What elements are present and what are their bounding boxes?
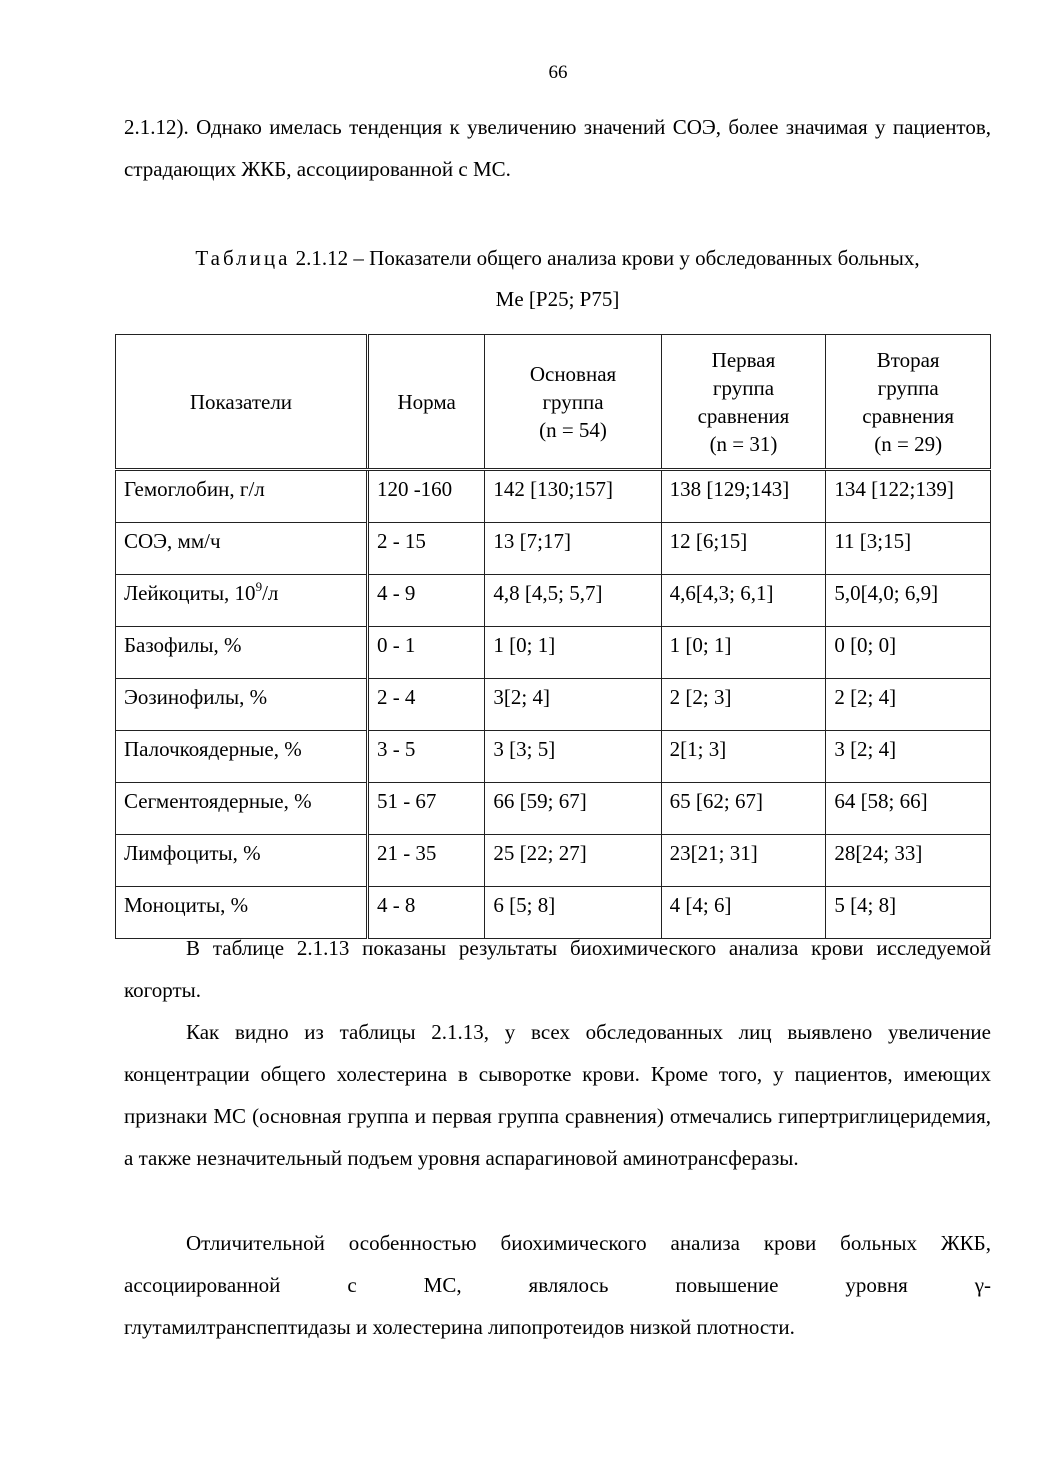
cell-first: 23[21; 31] bbox=[661, 835, 826, 887]
cell-norma: 3 - 5 bbox=[367, 731, 484, 783]
cell-norma: 4 - 9 bbox=[367, 575, 484, 627]
header-second-line2: группа bbox=[877, 375, 939, 400]
indicator-suffix: /л bbox=[262, 581, 279, 605]
header-main-group bbox=[485, 335, 661, 470]
cell-main: 3 [3; 5] bbox=[485, 731, 661, 783]
cell-first: 2 [2; 3] bbox=[661, 679, 826, 731]
table-row bbox=[116, 470, 991, 523]
paragraph-distinctive-feature bbox=[124, 1222, 991, 1348]
cell-indicator: Лимфоциты, % bbox=[116, 835, 368, 887]
table-row bbox=[116, 731, 991, 783]
cell-norma: 2 - 15 bbox=[367, 523, 484, 575]
header-second-line1: Вторая bbox=[876, 347, 940, 372]
cell-first: 4 [4; 6] bbox=[661, 887, 826, 939]
cell-second: 0 [0; 0] bbox=[826, 627, 991, 679]
table-header-row bbox=[116, 335, 991, 470]
header-first-line1: Первая bbox=[711, 347, 776, 372]
header-norma: Норма bbox=[367, 335, 484, 470]
cell-main: 13 [7;17] bbox=[485, 523, 661, 575]
caption-text: 2.1.12 – Показатели общего анализа крови у обследованных больных, bbox=[290, 246, 920, 270]
cell-indicator: Моноциты, % bbox=[116, 887, 368, 939]
cell-first: 65 [62; 67] bbox=[661, 783, 826, 835]
header-indicator: Показатели bbox=[116, 335, 368, 470]
cell-first: 138 [129;143] bbox=[661, 470, 826, 523]
table-row bbox=[116, 627, 991, 679]
paragraph-cholesterol: Как видно из таблицы 2.1.13, у всех обследованных лиц выявлено увеличение концентрации общего холестерина в сыворотке крови. Кроме того, у пациентов, имеющих признаки МС (основная группа и первая группа сравнения) отмечались гипертриглицеридемия, а также незначительный подъем уровня аспарагиновой аминотрансферазы. bbox=[124, 1020, 991, 1170]
caption-line2: Me [P25; P75] bbox=[495, 287, 620, 311]
cell-indicator: Палочкоядерные, % bbox=[116, 731, 368, 783]
cell-indicator: СОЭ, мм/ч bbox=[116, 523, 368, 575]
header-main-line3: (n = 54) bbox=[539, 417, 607, 442]
cell-norma: 0 - 1 bbox=[367, 627, 484, 679]
cell-indicator: Сегментоядерные, % bbox=[116, 783, 368, 835]
cell-main: 66 [59; 67] bbox=[485, 783, 661, 835]
cell-second: 2 [2; 4] bbox=[826, 679, 991, 731]
blood-test-table bbox=[115, 334, 991, 939]
header-second-line3: сравнения bbox=[862, 403, 955, 428]
cell-first: 2[1; 3] bbox=[661, 731, 826, 783]
cell-norma: 4 - 8 bbox=[367, 887, 484, 939]
caption-label: Таблица bbox=[195, 246, 291, 270]
cell-main: 4,8 [4,5; 5,7] bbox=[485, 575, 661, 627]
paragraph-distinctive-line2: глутамилтранспептидазы и холестерина липопротеидов низкой плотности. bbox=[124, 1315, 795, 1339]
cell-indicator bbox=[116, 575, 368, 627]
cell-main: 6 [5; 8] bbox=[485, 887, 661, 939]
header-first-line2: группа bbox=[712, 375, 775, 400]
indicator-prefix: Лейкоциты, 10 bbox=[124, 581, 256, 605]
cell-norma: 120 -160 bbox=[367, 470, 484, 523]
cell-second: 5,0[4,0; 6,9] bbox=[826, 575, 991, 627]
header-first-group bbox=[661, 335, 826, 470]
header-second-group bbox=[826, 335, 991, 470]
cell-main: 25 [22; 27] bbox=[485, 835, 661, 887]
cell-second: 3 [2; 4] bbox=[826, 731, 991, 783]
cell-main: 3[2; 4] bbox=[485, 679, 661, 731]
cell-norma: 21 - 35 bbox=[367, 835, 484, 887]
table-row bbox=[116, 575, 991, 627]
table-row bbox=[116, 523, 991, 575]
cell-indicator: Эозинофилы, % bbox=[116, 679, 368, 731]
paragraph-biochem-intro: В таблице 2.1.13 показаны результаты биохимического анализа крови исследуемой когорты. bbox=[124, 936, 991, 1002]
header-main-line2: группа bbox=[542, 389, 604, 414]
page-number: 66 bbox=[548, 62, 568, 83]
cell-second: 11 [3;15] bbox=[826, 523, 991, 575]
cell-first: 4,6[4,3; 6,1] bbox=[661, 575, 826, 627]
table-row bbox=[116, 679, 991, 731]
cell-second: 64 [58; 66] bbox=[826, 783, 991, 835]
table-caption bbox=[124, 238, 991, 320]
cell-indicator: Базофилы, % bbox=[116, 627, 368, 679]
cell-first: 12 [6;15] bbox=[661, 523, 826, 575]
cell-second: 134 [122;139] bbox=[826, 470, 991, 523]
indicator-exponent: 9 bbox=[255, 579, 263, 594]
intro-paragraph: 2.1.12). Однако имелась тенденция к увеличению значений СОЭ, более значимая у пациентов, страдающих ЖКБ, ассоциированной с МС. bbox=[124, 115, 991, 181]
cell-norma: 51 - 67 bbox=[367, 783, 484, 835]
cell-first: 1 [0; 1] bbox=[661, 627, 826, 679]
header-second-line4: (n = 29) bbox=[874, 431, 943, 456]
cell-main: 1 [0; 1] bbox=[485, 627, 661, 679]
table-row bbox=[116, 835, 991, 887]
paragraph-distinctive-line1: Отличительной особенностью биохимического анализа крови больных ЖКБ, ассоциированной с МС, являлось повышение уровня γ- bbox=[124, 1231, 991, 1297]
cell-second: 28[24; 33] bbox=[826, 835, 991, 887]
cell-main: 142 [130;157] bbox=[485, 470, 661, 523]
cell-norma: 2 - 4 bbox=[367, 679, 484, 731]
header-first-line3: сравнения bbox=[697, 403, 790, 428]
cell-second: 5 [4; 8] bbox=[826, 887, 991, 939]
cell-indicator: Гемоглобин, г/л bbox=[116, 470, 368, 523]
table-row bbox=[116, 783, 991, 835]
header-first-line4: (n = 31) bbox=[709, 431, 778, 456]
header-main-line1: Основная bbox=[529, 361, 617, 386]
